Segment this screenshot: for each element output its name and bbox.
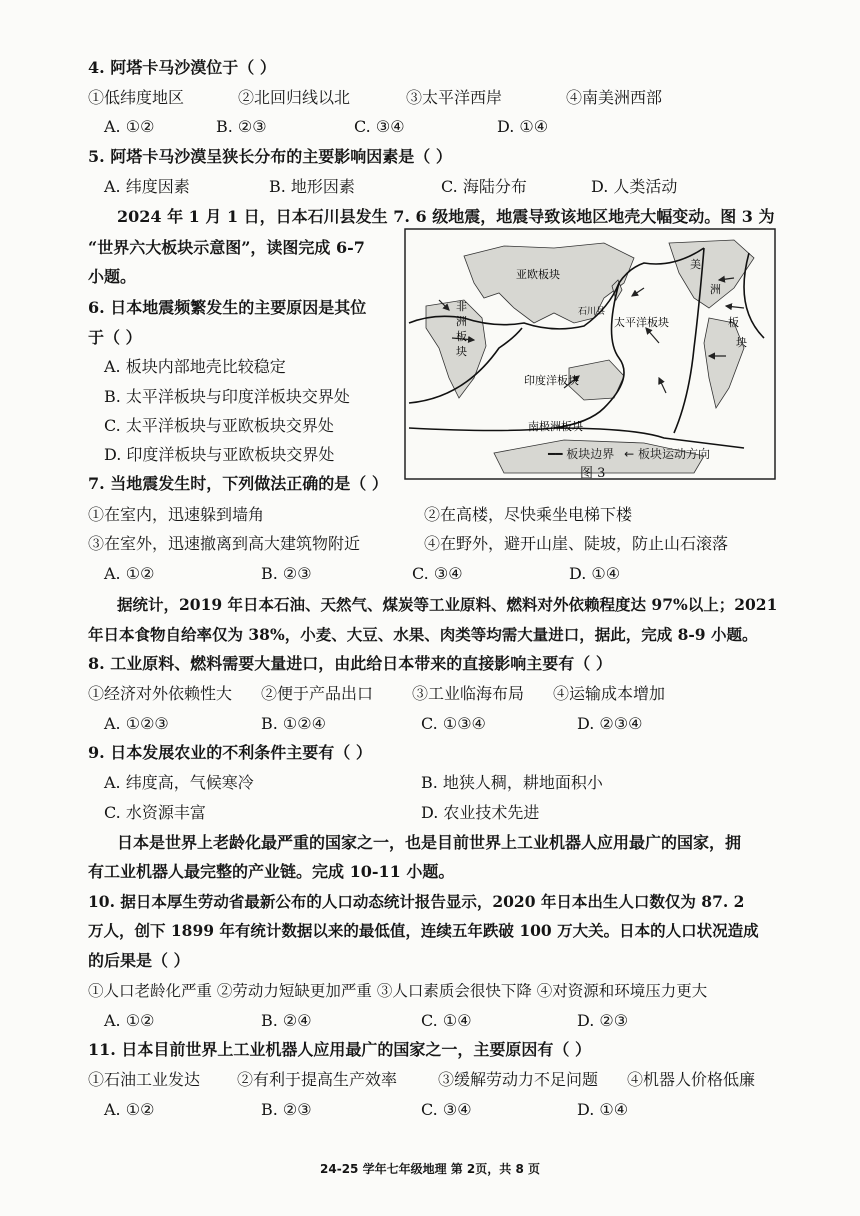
q7-stem: 7. 当地震发生时，下列做法正确的是（ ）: [88, 474, 388, 493]
q4-item-2: ②北回归线以北: [238, 88, 351, 107]
q6-stem-line2: 于（ ）: [88, 328, 142, 347]
q8-stem: 8. 工业原料、燃料需要大量进口，由此给日本带来的直接影响主要有（ ）: [88, 654, 612, 673]
intro-8-9-line2: 年日本食物自给率仅为 38%，小麦、大豆、水果、肉类等均需大量进口，据此，完成 8-9 小题。: [88, 625, 758, 644]
q8-item-2: ②便于产品出口: [261, 684, 374, 703]
q7-choice-b: B. ②③: [261, 564, 312, 583]
intro-6-7-line1: 2024 年 1 月 1 日，日本石川县发生 7. 6 级地震，地震导致该地区地壳大幅变动。图 3 为: [117, 207, 775, 226]
plate-map: [404, 228, 776, 480]
q10-stem-line3: 的后果是（ ）: [88, 951, 190, 970]
q6-stem-line1: 6. 日本地震频繁发生的主要原因是其位: [88, 298, 367, 317]
figure-caption: 图 3: [580, 466, 606, 481]
legend-motion-label: 板块运动方向: [638, 447, 711, 461]
svg-text:洲: 洲: [456, 315, 467, 328]
intro-6-7-line3: 小题。: [88, 267, 137, 286]
q11-item-4: ④机器人价格低廉: [627, 1070, 756, 1089]
q9-choice-d: D. 农业技术先进: [421, 803, 540, 822]
q4-item-1: ①低纬度地区: [88, 88, 185, 107]
q11-choice-b: B. ②③: [261, 1100, 312, 1119]
q4-stem: 4. 阿塔卡马沙漠位于（ ）: [88, 58, 276, 77]
svg-text:板: 板: [456, 330, 467, 343]
q10-choice-a: A. ①②: [104, 1011, 155, 1030]
legend-boundary-icon: ━━: [548, 447, 563, 461]
q10-stem-line2: 万人，创下 1899 年有统计数据以来的最低值，连续五年跌破 100 万大关。日本的人口状况造成: [88, 921, 759, 940]
q7-item-3: ③在室外，迅速撤离到高大建筑物附近: [88, 534, 361, 553]
q8-choice-a: A. ①②③: [104, 714, 169, 733]
q11-item-3: ③缓解劳动力不足问题: [438, 1070, 599, 1089]
label-indian-plate: 印度洋板块: [524, 374, 579, 387]
intro-8-9-line1: 据统计，2019 年日本石油、天然气、煤炭等工业原料、燃料对外依赖程度达 97%以上；2021: [117, 595, 778, 614]
svg-text:块: 块: [736, 336, 747, 349]
q8-item-4: ④运输成本增加: [553, 684, 666, 703]
q8-choice-d: D. ②③④: [577, 714, 643, 733]
q8-choice-c: C. ①③④: [421, 714, 486, 733]
q4-choice-d: D. ①④: [497, 117, 549, 136]
plate-map-svg: [404, 228, 776, 480]
label-antarctic-plate: 南极洲板块: [528, 420, 583, 433]
q7-choice-c: C. ③④: [412, 564, 463, 583]
q11-stem: 11. 日本目前世界上工业机器人应用最广的国家之一，主要原因有（ ）: [88, 1040, 591, 1059]
q4-choice-a: A. ①②: [104, 117, 155, 136]
q10-stem-line1: 10. 据日本厚生劳动省最新公布的人口动态统计报告显示，2020 年日本出生人口数仅为 87. 2: [88, 892, 745, 911]
intro-10-11-line2: 有工业机器人最完整的产业链。完成 10-11 小题。: [88, 862, 455, 881]
q9-choice-b: B. 地狭人稠，耕地面积小: [421, 773, 603, 792]
q4-item-4: ④南美洲西部: [566, 88, 663, 107]
q5-stem: 5. 阿塔卡马沙漠呈狭长分布的主要影响因素是（ ）: [88, 147, 452, 166]
q11-choice-d: D. ①④: [577, 1100, 629, 1119]
intro-6-7-line2: “世界六大板块示意图”，读图完成 6-7: [88, 238, 365, 257]
q7-item-4: ④在野外，避开山崖、陡坡，防止山石滚落: [424, 534, 729, 553]
q10-choice-b: B. ②④: [261, 1011, 312, 1030]
q5-choice-d: D. 人类活动: [591, 177, 678, 196]
svg-text:板: 板: [728, 316, 739, 329]
q11-choice-c: C. ③④: [421, 1100, 472, 1119]
q5-choice-c: C. 海陆分布: [441, 177, 527, 196]
q11-item-1: ①石油工业发达: [88, 1070, 201, 1089]
q8-choice-b: B. ①②④: [261, 714, 326, 733]
q4-item-3: ③太平洋西岸: [406, 88, 503, 107]
svg-text:非: 非: [456, 300, 467, 313]
q8-item-1: ①经济对外依赖性大: [88, 684, 233, 703]
svg-text:美: 美: [690, 258, 701, 271]
q5-choice-b: B. 地形因素: [269, 177, 355, 196]
q6-choice-c: C. 太平洋板块与亚欧板块交界处: [104, 416, 334, 435]
q7-choice-d: D. ①④: [569, 564, 621, 583]
map-legend: [548, 445, 710, 462]
q9-choice-a: A. 纬度高，气候寒冷: [104, 773, 254, 792]
q7-item-2: ②在高楼，尽快乘坐电梯下楼: [424, 505, 633, 524]
legend-boundary-label: 板块边界: [566, 447, 615, 461]
q8-item-3: ③工业临海布局: [412, 684, 525, 703]
q4-choice-b: B. ②③: [216, 117, 267, 136]
q11-choice-a: A. ①②: [104, 1100, 155, 1119]
intro-10-11-line1: 日本是世界上老龄化最严重的国家之一，也是目前世界上工业机器人应用最广的国家，拥: [117, 833, 742, 852]
q5-choice-a: A. 纬度因素: [104, 177, 190, 196]
svg-text:洲: 洲: [710, 283, 721, 296]
label-eurasia-plate: 亚欧板块: [516, 268, 560, 281]
q11-item-2: ②有利于提高生产效率: [237, 1070, 398, 1089]
q7-choice-a: A. ①②: [104, 564, 155, 583]
label-ishikawa: 石川县: [578, 307, 606, 317]
q6-choice-b: B. 太平洋板块与印度洋板块交界处: [104, 387, 350, 406]
q10-choice-d: D. ②③: [577, 1011, 629, 1030]
svg-text:块: 块: [456, 345, 467, 358]
q4-choice-c: C. ③④: [354, 117, 405, 136]
label-pacific-plate: 太平洋板块: [614, 316, 669, 329]
q10-choice-c: C. ①④: [421, 1011, 472, 1030]
q9-choice-c: C. 水资源丰富: [104, 803, 206, 822]
q7-item-1: ①在室内，迅速躲到墙角: [88, 505, 265, 524]
q9-stem: 9. 日本发展农业的不利条件主要有（ ）: [88, 743, 372, 762]
q6-choice-a: A. 板块内部地壳比较稳定: [104, 357, 286, 376]
legend-arrow-icon: ←: [624, 447, 635, 461]
q6-choice-d: D. 印度洋板块与亚欧板块交界处: [104, 445, 335, 464]
page-footer: 24-25 学年七年级地理 第 2页，共 8 页: [320, 1162, 540, 1176]
q10-items: ①人口老龄化严重 ②劳动力短缺更加严重 ③人口素质会很快下降 ④对资源和环境压力更大: [88, 982, 708, 1000]
